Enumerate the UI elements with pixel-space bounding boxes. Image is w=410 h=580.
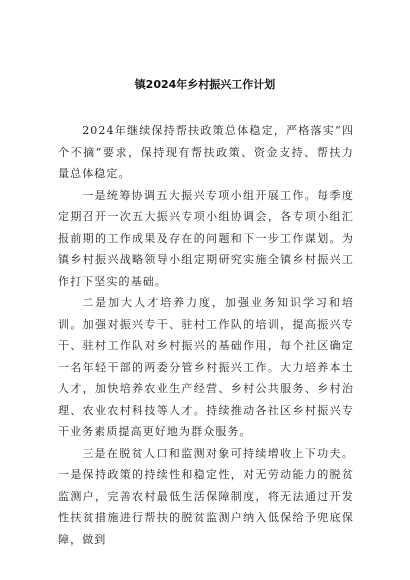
document-title: 镇2024年乡村振兴工作计划 [134, 78, 276, 91]
paragraph-intro: 2024年继续保持帮扶政策总体稳定，严格落实“四个不摘”要求，保持现有帮扶政策、资金支持、帮扶力量总体稳定。 [58, 124, 354, 180]
document-body [58, 120, 354, 550]
paragraph-point-three: 三是在脱贫人口和监测对象可持续增收上下功夫。一是保持政策的持续性和稳定性，对无劳动能力的脱贫监测户，完善农村最低生活保障制度，将无法通过开发性扶贫措施进行帮扶的脱贫监测户纳入低保给予兜底保障，做到 [58, 446, 354, 546]
paragraph-point-one: 一是统筹协调五大振兴专项小组开展工作。每季度定期召开一次五大振兴专项小组协调会，各专项小组汇报前期的工作成果及存在的问题和下一步工作谋划。为镇乡村振兴战略领导小组定期研究实施全镇乡村振兴工作打下坚实的基础。 [58, 188, 354, 288]
paragraph-point-two: 二是加大人才培养力度，加强业务知识学习和培训。加强对振兴专干、驻村工作队的培训，提高振兴专干、驻村工作队对乡村振兴的基础作用，每个社区确定一名年轻干部的两委分管乡村振兴工作。大力培养本土人才，加快培养农业生产经营、乡村公共服务、乡村治理、农业农村科技等人才。持续推动各社区乡村振兴专干业务素质提高更好地为群众服务。 [58, 296, 354, 438]
